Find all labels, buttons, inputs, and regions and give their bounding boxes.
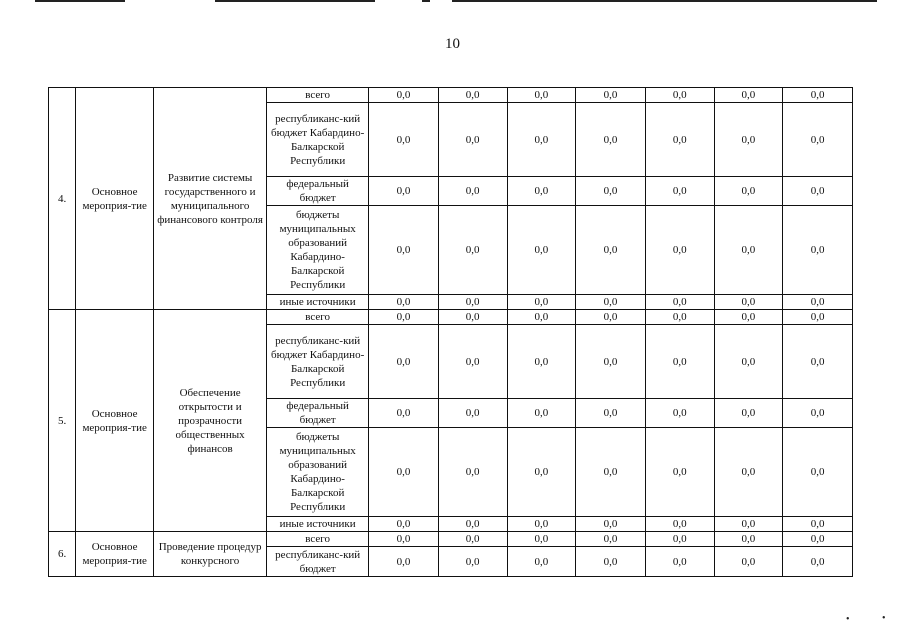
amount-cell: 0,0	[783, 310, 853, 325]
funding-source: республиканс-кий бюджет	[267, 547, 369, 577]
amount-cell: 0,0	[369, 310, 439, 325]
amount-cell: 0,0	[576, 206, 646, 295]
amount-cell: 0,0	[714, 295, 783, 310]
top-rule-left	[35, 0, 125, 2]
item-title: Обеспечение открытости и прозрачности общественных финансов	[154, 310, 267, 532]
funding-source: бюджеты муниципальных образований Кабардино-Балкарской Республики	[267, 428, 369, 517]
funding-source: всего	[267, 88, 369, 103]
amount-cell: 0,0	[438, 310, 507, 325]
amount-cell: 0,0	[576, 325, 646, 399]
amount-cell: 0,0	[783, 325, 853, 399]
amount-cell: 0,0	[576, 517, 646, 532]
amount-cell: 0,0	[438, 517, 507, 532]
amount-cell: 0,0	[714, 428, 783, 517]
amount-cell: 0,0	[645, 310, 714, 325]
amount-cell: 0,0	[714, 532, 783, 547]
amount-cell: 0,0	[783, 103, 853, 177]
amount-cell: 0,0	[369, 517, 439, 532]
table-row	[49, 532, 853, 547]
amount-cell: 0,0	[783, 428, 853, 517]
amount-cell: 0,0	[783, 177, 853, 206]
item-number: 6.	[49, 532, 76, 577]
amount-cell: 0,0	[507, 547, 576, 577]
funding-source: бюджеты муниципальных образований Кабардино-Балкарской Республики	[267, 206, 369, 295]
top-rule-mid	[215, 0, 375, 2]
amount-cell: 0,0	[507, 532, 576, 547]
amount-cell: 0,0	[507, 399, 576, 428]
item-kind: Основное мероприя-тие	[76, 532, 154, 577]
amount-cell: 0,0	[645, 295, 714, 310]
amount-cell: 0,0	[369, 547, 439, 577]
amount-cell: 0,0	[507, 177, 576, 206]
amount-cell: 0,0	[645, 428, 714, 517]
item-kind: Основное мероприя-тие	[76, 310, 154, 532]
amount-cell: 0,0	[507, 103, 576, 177]
amount-cell: 0,0	[645, 88, 714, 103]
amount-cell: 0,0	[369, 295, 439, 310]
scan-mark-left: •	[846, 614, 850, 625]
top-rule-dash	[422, 0, 430, 2]
amount-cell: 0,0	[369, 325, 439, 399]
table-row	[49, 310, 853, 325]
funding-source: федеральный бюджет	[267, 177, 369, 206]
item-number: 5.	[49, 310, 76, 532]
funding-source: федеральный бюджет	[267, 399, 369, 428]
amount-cell: 0,0	[645, 532, 714, 547]
table-row	[49, 88, 853, 103]
amount-cell: 0,0	[438, 295, 507, 310]
amount-cell: 0,0	[714, 547, 783, 577]
amount-cell: 0,0	[369, 88, 439, 103]
amount-cell: 0,0	[783, 399, 853, 428]
amount-cell: 0,0	[576, 399, 646, 428]
amount-cell: 0,0	[714, 325, 783, 399]
amount-cell: 0,0	[438, 88, 507, 103]
amount-cell: 0,0	[645, 517, 714, 532]
amount-cell: 0,0	[369, 103, 439, 177]
amount-cell: 0,0	[438, 428, 507, 517]
amount-cell: 0,0	[507, 428, 576, 517]
amount-cell: 0,0	[576, 532, 646, 547]
amount-cell: 0,0	[576, 428, 646, 517]
scan-mark-right: •	[882, 613, 886, 624]
amount-cell: 0,0	[783, 532, 853, 547]
amount-cell: 0,0	[645, 325, 714, 399]
amount-cell: 0,0	[438, 532, 507, 547]
amount-cell: 0,0	[783, 206, 853, 295]
top-rule-right	[452, 0, 877, 2]
amount-cell: 0,0	[438, 177, 507, 206]
amount-cell: 0,0	[714, 310, 783, 325]
amount-cell: 0,0	[369, 399, 439, 428]
amount-cell: 0,0	[783, 88, 853, 103]
amount-cell: 0,0	[507, 88, 576, 103]
amount-cell: 0,0	[783, 517, 853, 532]
amount-cell: 0,0	[576, 295, 646, 310]
amount-cell: 0,0	[438, 547, 507, 577]
amount-cell: 0,0	[645, 206, 714, 295]
item-title: Проведение процедур конкурсного	[154, 532, 267, 577]
page-number: 10	[445, 36, 460, 52]
amount-cell: 0,0	[438, 103, 507, 177]
budget-table	[48, 87, 853, 577]
item-title: Развитие системы государственного и муниципального финансового контроля	[154, 88, 267, 310]
amount-cell: 0,0	[369, 206, 439, 295]
amount-cell: 0,0	[369, 532, 439, 547]
amount-cell: 0,0	[576, 88, 646, 103]
amount-cell: 0,0	[507, 517, 576, 532]
amount-cell: 0,0	[369, 428, 439, 517]
item-kind: Основное мероприя-тие	[76, 88, 154, 310]
amount-cell: 0,0	[507, 310, 576, 325]
amount-cell: 0,0	[507, 295, 576, 310]
funding-source: республиканс-кий бюджет Кабардино-Балкарской Республики	[267, 325, 369, 399]
amount-cell: 0,0	[714, 399, 783, 428]
amount-cell: 0,0	[438, 325, 507, 399]
amount-cell: 0,0	[576, 177, 646, 206]
amount-cell: 0,0	[783, 547, 853, 577]
amount-cell: 0,0	[645, 103, 714, 177]
amount-cell: 0,0	[438, 206, 507, 295]
amount-cell: 0,0	[645, 399, 714, 428]
item-number: 4.	[49, 88, 76, 310]
amount-cell: 0,0	[714, 517, 783, 532]
amount-cell: 0,0	[369, 177, 439, 206]
amount-cell: 0,0	[783, 295, 853, 310]
amount-cell: 0,0	[438, 399, 507, 428]
amount-cell: 0,0	[507, 206, 576, 295]
funding-source: иные источники	[267, 295, 369, 310]
funding-source: всего	[267, 532, 369, 547]
funding-source: всего	[267, 310, 369, 325]
amount-cell: 0,0	[714, 88, 783, 103]
amount-cell: 0,0	[507, 325, 576, 399]
amount-cell: 0,0	[576, 310, 646, 325]
amount-cell: 0,0	[645, 177, 714, 206]
funding-source: иные источники	[267, 517, 369, 532]
amount-cell: 0,0	[645, 547, 714, 577]
amount-cell: 0,0	[576, 103, 646, 177]
amount-cell: 0,0	[714, 177, 783, 206]
amount-cell: 0,0	[714, 103, 783, 177]
funding-source: республиканс-кий бюджет Кабардино-Балкарской Республики	[267, 103, 369, 177]
amount-cell: 0,0	[576, 547, 646, 577]
amount-cell: 0,0	[714, 206, 783, 295]
